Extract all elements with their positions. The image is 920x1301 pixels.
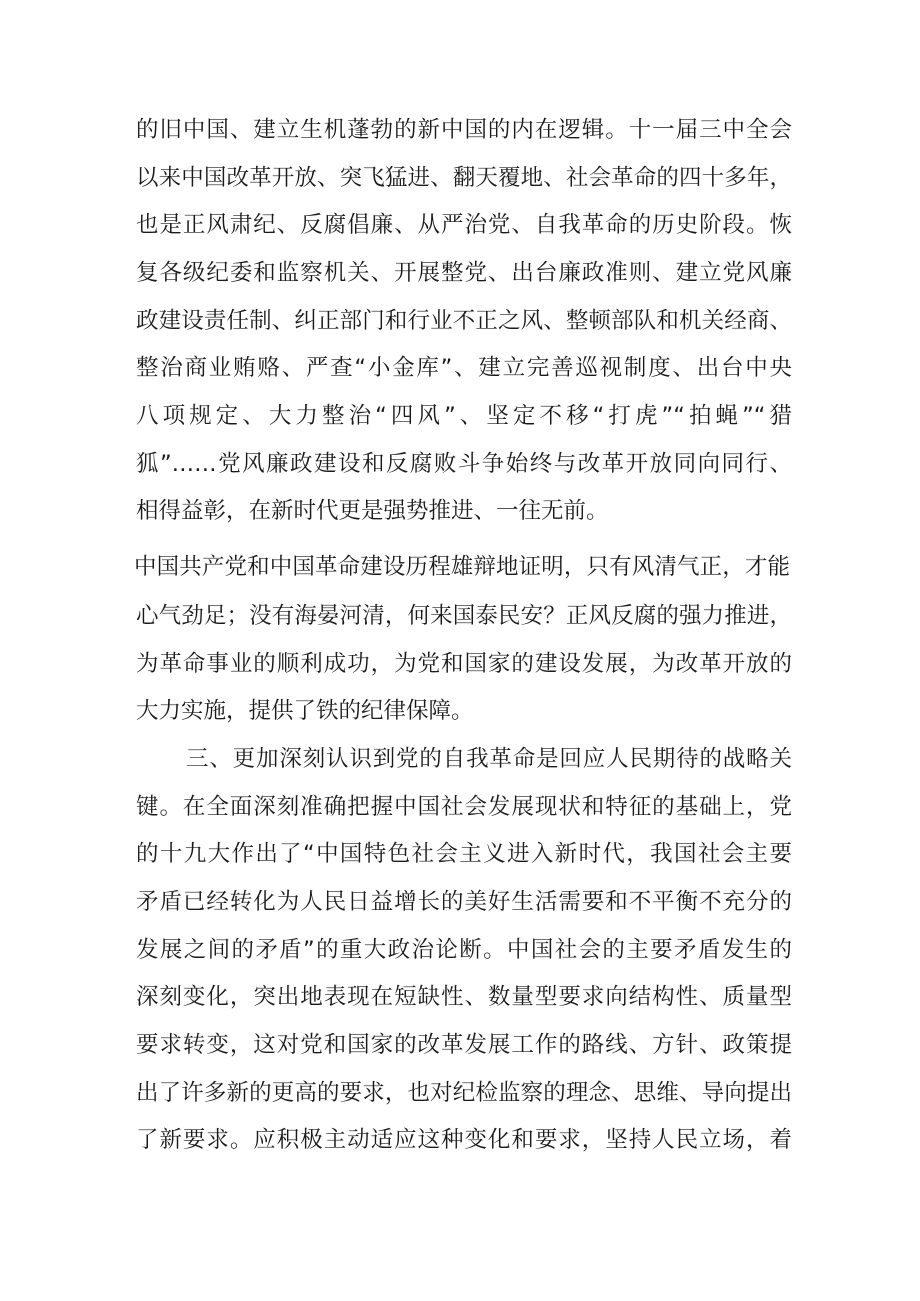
paragraph-line: 政建设责任制、纠正部门和行业不正之风、整顿部队和机关经商、: [136, 308, 792, 334]
paragraph-line: 相得益彰，在新时代更是强势推进、一往无前。: [136, 498, 609, 524]
paragraph-line: 心气劲足；没有海晏河清，何来国泰民安？正风反腐的强力推进，: [136, 603, 792, 629]
paragraph-line: 的十九大作出了“中国特色社会主义进入新时代，我国社会主要: [136, 841, 792, 867]
paragraph-line: 中国共产党和中国革命建设历程雄辩地证明，只有风清气正，才能: [134, 554, 790, 580]
paragraph-line: 为革命事业的顺利成功，为党和国家的建设发展，为改革开放的: [136, 651, 792, 677]
paragraph-line: 以来中国改革开放、突飞猛进、翻天覆地、社会革命的四十多年，: [136, 165, 792, 191]
paragraph-line: 三、更加深刻认识到党的自我革命是回应人民期待的战略关: [186, 746, 792, 772]
paragraph-line: 矛盾已经转化为人民日益增长的美好生活需要和不平衡不充分的: [136, 889, 792, 915]
paragraph-line: 出了许多新的更高的要求，也对纪检监察的理念、思维、导向提出: [136, 1080, 792, 1106]
paragraph-line: 要求转变，这对党和国家的改革发展工作的路线、方针、政策提: [136, 1032, 792, 1058]
paragraph-line: 发展之间的矛盾”的重大政治论断。中国社会的主要矛盾发生的: [136, 937, 792, 963]
paragraph-line: 了新要求。应积极主动适应这种变化和要求，坚持人民立场，着: [136, 1127, 792, 1153]
paragraph-line: 八项规定、大力整治“四风”、坚定不移“打虎”“拍蝇”“猎: [136, 403, 792, 429]
paragraph-line: 复各级纪委和监察机关、开展整党、出台廉政准则、建立党风廉: [136, 260, 792, 286]
paragraph-line: 整治商业贿赂、严查“小金库”、建立完善巡视制度、出台中央: [136, 355, 792, 381]
paragraph-line: 的旧中国、建立生机蓬勃的新中国的内在逻辑。十一届三中全会: [136, 117, 792, 143]
paragraph-line: 键。在全面深刻准确把握中国社会发展现状和特征的基础上，党: [136, 794, 792, 820]
paragraph-line: 深刻变化，突出地表现在短缺性、数量型要求向结构性、质量型: [136, 984, 792, 1010]
paragraph-line: 大力实施，提供了铁的纪律保障。: [136, 698, 474, 724]
paragraph-line: 狐”……党风廉政建设和反腐败斗争始终与改革开放同向同行、: [136, 451, 792, 477]
paragraph-line: 也是正风肃纪、反腐倡廉、从严治党、自我革命的历史阶段。恢: [136, 212, 792, 238]
